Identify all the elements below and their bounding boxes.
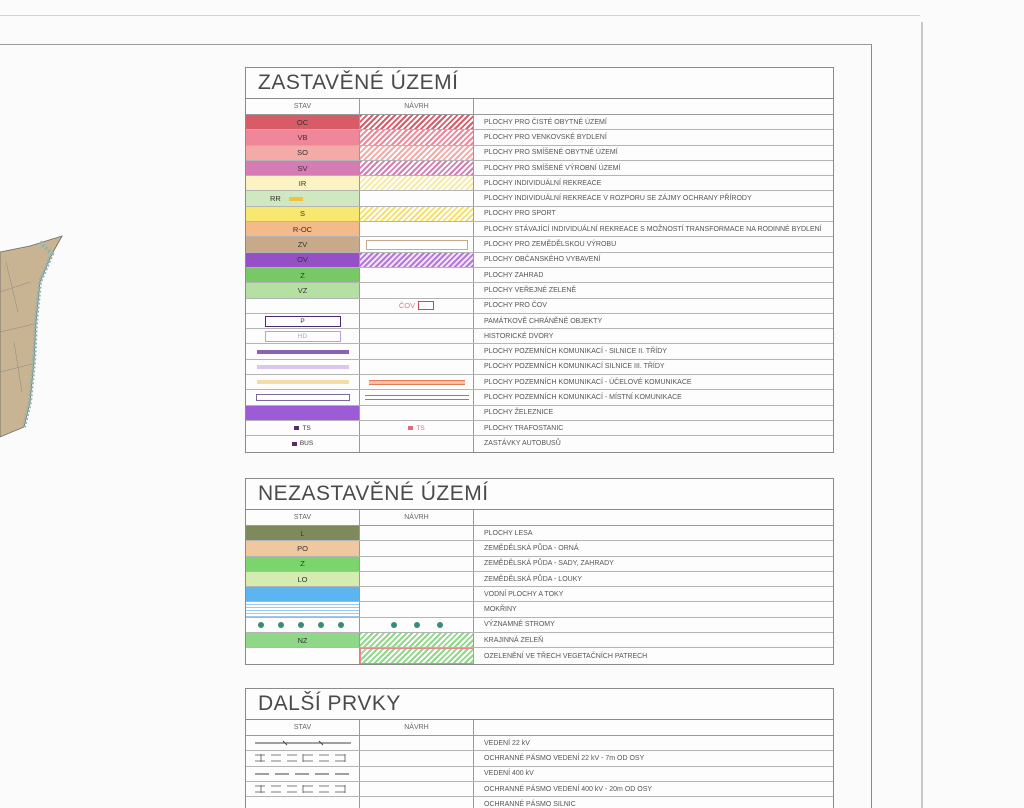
legend-row: PLOCHY POZEMNÍCH KOMUNIKACÍ - MÍSTNÍ KOMUNIKACE [246, 390, 833, 405]
power-line-symbol [253, 770, 353, 778]
legend-zastavene [245, 67, 834, 453]
legend-row: PLOCHY POZEMNÍCH KOMUNIKACÍ - ÚČELOVÉ KOMUNIKACE [246, 375, 833, 390]
header-stav: STAV [246, 99, 360, 114]
drawing-frame-right [871, 44, 872, 808]
legend-nezastavene [245, 478, 834, 665]
hatch-swatch [360, 146, 474, 160]
legend-row: OCHRANNÉ PÁSMO VEDENÍ 22 kV - 7m OD OSY [246, 751, 833, 766]
legend-row: LO ZEMĚDĚLSKÁ PŮDA - LOUKY [246, 572, 833, 587]
road-line-swatch [256, 394, 350, 401]
legend-dalsi [245, 688, 834, 808]
legend-row: BUS ZASTÁVKY AUTOBUSŮ [246, 436, 833, 451]
sheet-edge-right [921, 22, 923, 808]
legend-row: L PLOCHY LESA [246, 526, 833, 541]
legend-row: VODNÍ PLOCHY A TOKY [246, 587, 833, 602]
hatch-swatch [360, 207, 474, 221]
bus-square-icon [292, 442, 297, 446]
legend-row: Z PLOCHY ZAHRAD [246, 268, 833, 283]
road-line-swatch [369, 380, 465, 385]
hatch-swatch [360, 176, 474, 190]
ts-square-icon [294, 426, 299, 430]
header-navrh: NÁVRH [360, 99, 474, 114]
header-stav: STAV [246, 720, 360, 735]
legend-row: OCHRANNÉ PÁSMO SILNIC [246, 797, 833, 808]
legend-row: P PAMÁTKOVĚ CHRÁNĚNÉ OBJEKTY [246, 314, 833, 329]
legend-row: VZ PLOCHY VEŘEJNÉ ZELENĚ [246, 283, 833, 298]
protection-zone-symbol [253, 753, 353, 763]
road-line-swatch [257, 380, 349, 384]
legend-row: VEDENÍ 22 kV [246, 736, 833, 751]
hatch-swatch [360, 648, 474, 663]
cov-box [418, 301, 434, 310]
tree-dots-icon [382, 620, 452, 630]
outline-swatch [366, 240, 468, 250]
legend-row: PLOCHY POZEMNÍCH KOMUNIKACÍ - SILNICE II. TŘÍDY [246, 344, 833, 359]
legend-row: PLOCHY ŽELEZNICE [246, 406, 833, 421]
section-title: NEZASTAVĚNÉ ÚZEMÍ [246, 479, 833, 510]
tree-dots-icon [253, 620, 353, 630]
legend-row: HD HISTORICKÉ DVORY [246, 329, 833, 344]
hatch-swatch [360, 115, 474, 129]
legend-row: ZV PLOCHY PRO ZEMĚDĚLSKOU VÝROBU [246, 237, 833, 252]
hatch-swatch [360, 253, 474, 267]
legend-row: ČOV PLOCHY PRO ČOV [246, 299, 833, 314]
legend-row: NZ KRAJINNÁ ZELEŇ [246, 633, 833, 648]
legend-row: OCHRANNÉ PÁSMO VEDENÍ 400 kV - 20m OD OSY [246, 782, 833, 797]
legend-row: Z ZEMĚDĚLSKÁ PŮDA - SADY, ZAHRADY [246, 557, 833, 572]
hatch-swatch [360, 130, 474, 144]
hatch-swatch [360, 161, 474, 175]
rr-marker [289, 197, 303, 201]
legend-row: R-OC PLOCHY STÁVAJÍCÍ INDIVIDUÁLNÍ REKREACE S MOŽNOSTÍ TRANSFORMACE NA RODINNÉ BYDLENÍ [246, 222, 833, 237]
legend-row: MOKŘINY [246, 602, 833, 617]
legend-row: SO PLOCHY PRO SMÍŠENÉ OBYTNÉ ÚZEMÍ [246, 146, 833, 161]
road-line-swatch [257, 350, 349, 354]
power-line-symbol [253, 739, 353, 747]
header-navrh: NÁVRH [360, 510, 474, 525]
road-line-swatch [365, 395, 469, 400]
legend-row: VB PLOCHY PRO VENKOVSKÉ BYDLENÍ [246, 130, 833, 145]
section-title: ZASTAVĚNÉ ÚZEMÍ [246, 68, 833, 99]
legend-row: TS TS PLOCHY TRAFOSTANIC [246, 421, 833, 436]
legend-row: OC PLOCHY PRO ČISTÉ OBYTNÉ ÚZEMÍ [246, 115, 833, 130]
section-title: DALŠÍ PRVKY [246, 689, 833, 720]
legend-row: OV PLOCHY OBČANSKÉHO VYBAVENÍ [246, 253, 833, 268]
sheet-edge-top [0, 15, 920, 16]
drawing-frame-top [0, 44, 872, 45]
road-line-swatch [257, 365, 349, 369]
legend-row: PO ZEMĚDĚLSKÁ PŮDA - ORNÁ [246, 541, 833, 556]
map-fragment [0, 232, 70, 442]
legend-row: S PLOCHY PRO SPORT [246, 207, 833, 222]
legend-row: SV PLOCHY PRO SMÍŠENÉ VÝROBNÍ ÚZEMÍ [246, 161, 833, 176]
legend-row: OZELENĚNÍ VE TŘECH VEGETAČNÍCH PATRECH [246, 648, 833, 663]
legend-row: VEDENÍ 400 kV [246, 767, 833, 782]
protection-zone-symbol [253, 784, 353, 794]
ts-square-icon [408, 426, 413, 430]
header-stav: STAV [246, 510, 360, 525]
legend-row: IR PLOCHY INDIVIDUÁLNÍ REKREACE [246, 176, 833, 191]
header-navrh: NÁVRH [360, 720, 474, 735]
legend-row: VÝZNAMNÉ STROMY [246, 618, 833, 633]
hatch-swatch [360, 633, 474, 647]
legend-row: RR PLOCHY INDIVIDUÁLNÍ REKREACE V ROZPORU SE ZÁJMY OCHRANY PŘÍRODY [246, 191, 833, 206]
legend-row: PLOCHY POZEMNÍCH KOMUNIKACÍ SILNICE III. TŘÍDY [246, 360, 833, 375]
